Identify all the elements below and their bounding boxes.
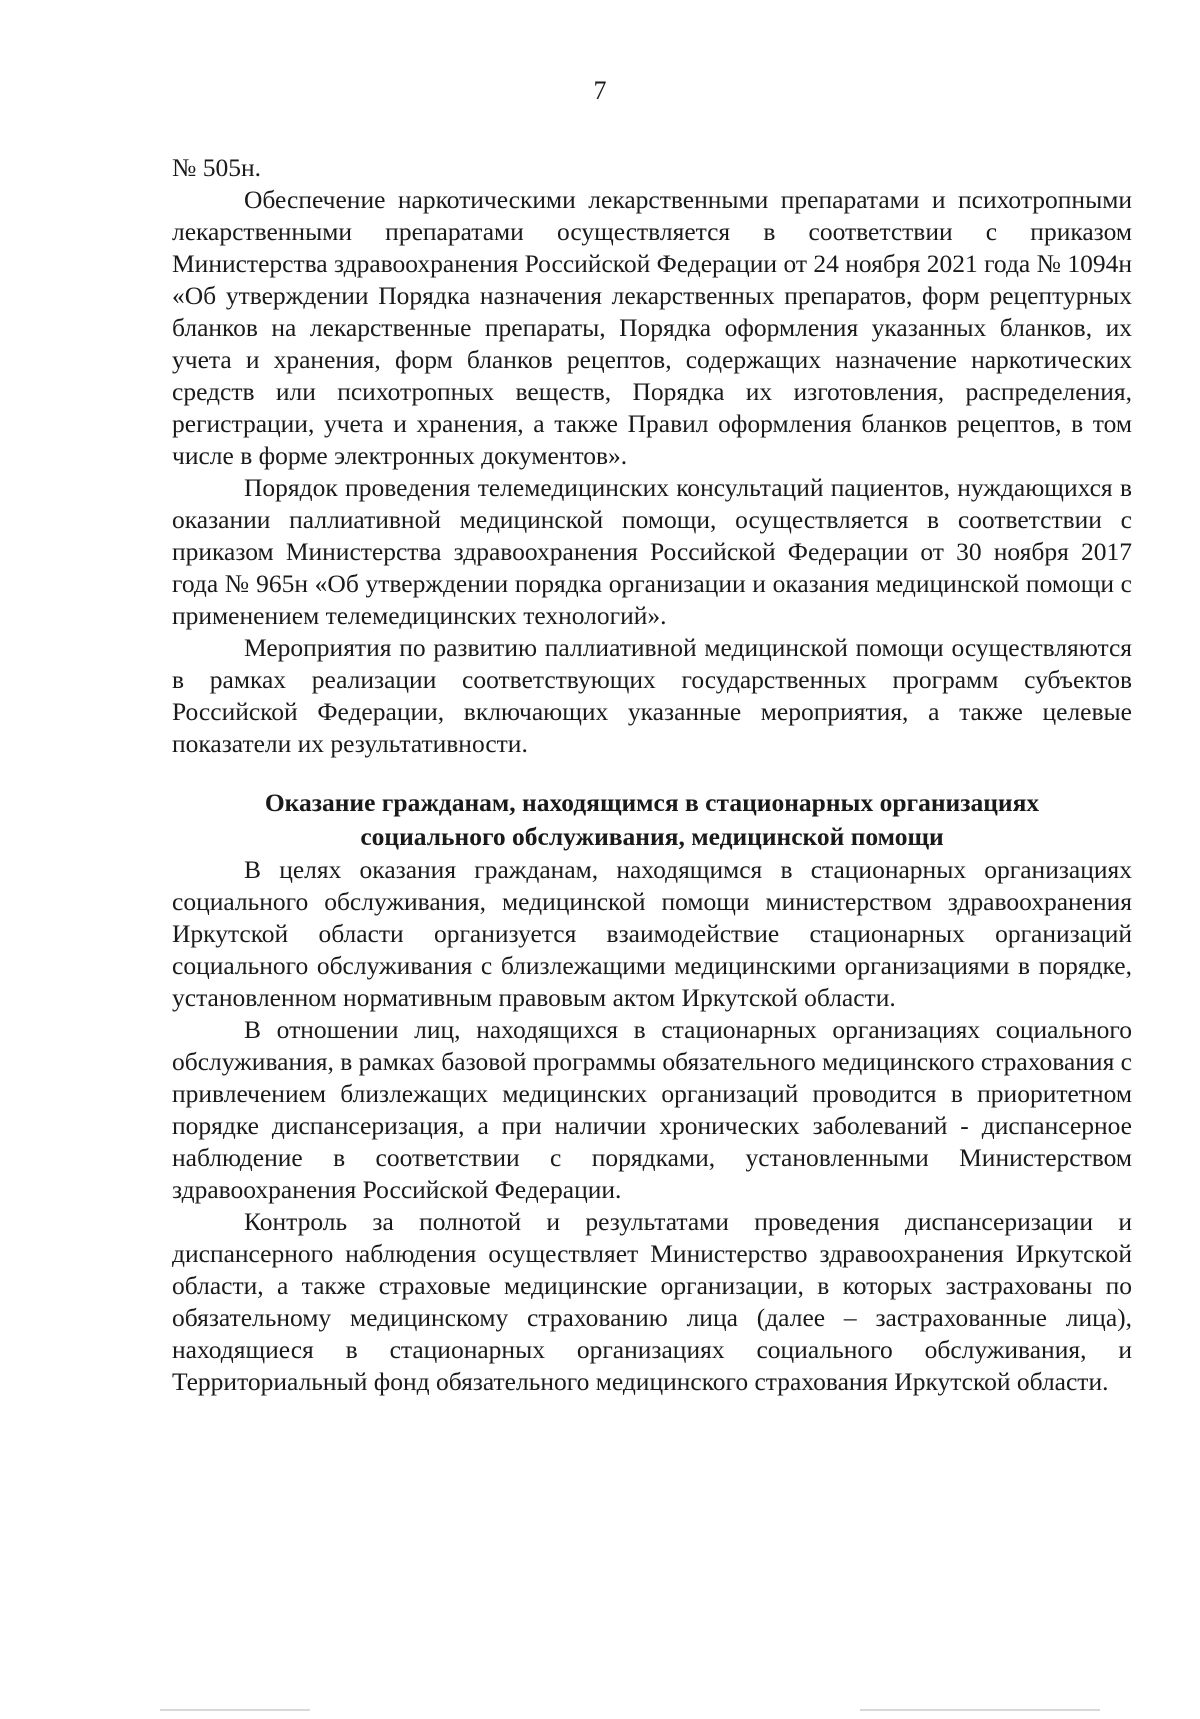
paragraph-telemedicine: Порядок проведения телемедицинских консультаций пациентов, нуждающихся в оказании паллиативной медицинской помощи, осуществляется в соответствии с приказом Министерства здравоохранения Российской Федерации от 30 ноября 2017 года № 965н «Об утверждении порядка организации и оказания медицинской помощи с применением телемедицинских технологий». [172,473,1132,630]
paragraph-interaction: В целях оказания гражданам, находящимся в стационарных организациях социального обслуживания, медицинской помощи министерством здравоохранения Иркутской области организуется взаимодействие стационарных организаций социального обслуживания с близлежащими медицинскими организациями в порядке, установленном нормативным правовым актом Иркутской области. [172,855,1132,1012]
paragraph-narcotic-drugs: Обеспечение наркотическими лекарственными препаратами и психотропными лекарственными препаратами осуществляется в соответствии с приказом Министерства здравоохранения Российской Федерации от 24 ноября 2021 года № 1094н «Об утверждении Порядка назначения лекарственных препаратов, форм рецептурных бланков на лекарственные препараты, Порядка оформления указанных бланков, их учета и хранения, форм бланков рецептов, содержащих назначение наркотических средств или психотропных веществ, Порядка их изготовления, распределения, регистрации, учета и хранения, а также Правил оформления бланков рецептов, в том числе в форме электронных документов». [172,185,1132,470]
paragraph-order-number: № 505н. [172,153,261,182]
scan-edge-mark-left [160,1709,310,1711]
paragraph-palliative-measures: Мероприятия по развитию паллиативной медицинской помощи осуществляются в рамках реализации соответствующих государственных программ субъектов Российской Федерации, включающих указанные мероприятия, а также целевые показатели их результативности. [172,633,1132,758]
paragraph-dispensary: В отношении лиц, находящихся в стационарных организациях социального обслуживания, в рамках базовой программы обязательного медицинского страхования с привлечением близлежащих медицинских организаций проводится в приоритетном порядке диспансеризация, а при наличии хронических заболеваний - диспансерное наблюдение в соответствии с порядками, установленными Министерством здравоохранения Российской Федерации. [172,1015,1132,1204]
paragraph-control: Контроль за полнотой и результатами проведения диспансеризации и диспансерного наблюдения осуществляет Министерство здравоохранения Иркутской области, а также страховые медицинские организации, в которых застрахованы по обязательному медицинскому страхованию лица (далее – застрахованные лица), находящиеся в стационарных организациях социального обслуживания, и Территориальный фонд обязательного медицинского страхования Иркутской области. [172,1207,1132,1396]
section-heading-line-2: социального обслуживания, медицинской помощи [360,822,944,851]
section-heading-line-1: Оказание гражданам, находящимся в стационарных организациях [264,788,1040,817]
scan-edge-mark-right [860,1709,1100,1711]
section-heading [172,786,1132,854]
document-body [172,152,1132,1398]
page-number: 7 [593,76,607,105]
